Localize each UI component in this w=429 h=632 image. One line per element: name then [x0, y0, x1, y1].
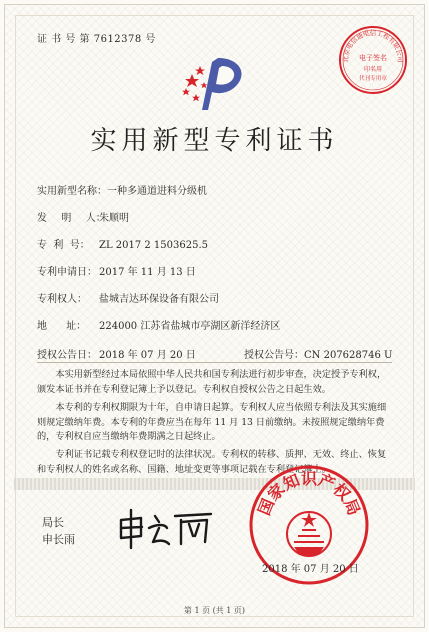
- paragraph-term-and-fees: 本专利的专利权期限为十年，自申请日起算。专利权人应当依照专利法及其实施细则规定缴纳年费。本专利的年费应当在每年 11 月 13 日前缴纳。未按照规定缴纳年费的，专利权自应当缴纳年费期满之日起终止。: [37, 402, 387, 443]
- page-number: 第 1 页 (共 1 页): [183, 606, 246, 615]
- top-seal-line2: 电子签名: [359, 54, 387, 62]
- grant-date-value: 2018 年 07 月 20 日: [99, 350, 196, 361]
- filing-date-value: 2017 年 11 月 13 日: [99, 267, 196, 278]
- patent-number-label: 专 利 号：: [37, 240, 90, 251]
- patent-number-row: [37, 236, 208, 251]
- certificate-title: 实用新型专利证书: [90, 126, 339, 156]
- national-emblem-icon: [287, 512, 331, 556]
- certificate-number: 证 书 号 第 7612378 号: [37, 34, 156, 45]
- paragraph-grant-notice: 本实用新型经过本局依照中华人民共和国专利法进行初步审查，决定授予专利权，颁发本证书并在专利登记簿上予以登记。专利权自授权公告之日起生效。: [37, 369, 387, 395]
- paragraph-legal-status: 专利证书记载专利权登记时的法律状况。专利权的转移、质押、无效、终止、恢复和专利权人的姓名或名称、国籍、地址变更等事项记载在专利登记簿上。: [37, 449, 387, 475]
- inventor-row: [37, 209, 129, 224]
- director-handwritten-signature: [115, 506, 215, 550]
- section-divider: [37, 362, 392, 363]
- address-row: [37, 317, 280, 332]
- filing-date-row: [37, 263, 196, 278]
- grant-date-row: [37, 346, 196, 361]
- filing-date-label: 专利申请日：: [37, 267, 97, 278]
- seal-arc-text: 国家知识产权局: [254, 469, 364, 519]
- director-name: 申长雨: [42, 533, 75, 546]
- patent-number-value: ZL 2017 2 1503625.5: [99, 240, 209, 251]
- director-title: 局长: [42, 516, 64, 529]
- grant-date-label: 授权公告日：: [37, 350, 97, 361]
- patentee-label: 专利权人：: [37, 294, 87, 305]
- sign-date: 2018 年 07 月 20 日: [262, 564, 359, 575]
- patentee-value: 盐城吉达环保设备有限公司: [99, 294, 219, 305]
- grant-number-label: 授权公告号：: [244, 350, 304, 361]
- top-seal-arc-text: 北京电信通电信工程有限公司: [341, 29, 405, 63]
- grant-number-value: CN 207628746 U: [304, 350, 393, 361]
- inventor-value: 朱顺明: [99, 213, 129, 224]
- utility-model-name-label: 实用新型名称：: [37, 186, 107, 197]
- utility-model-name-row: [37, 182, 207, 197]
- top-seal-stamp: [337, 24, 409, 96]
- address-label: 地 址：: [37, 321, 87, 332]
- svg-text:国家知识产权局: [254, 469, 363, 518]
- patent-office-emblem-icon: [178, 52, 254, 114]
- address-value: 224000 江苏省盐城市亭湖区新洋经济区: [99, 321, 281, 332]
- utility-model-name-value: 一种多通道进料分级机: [107, 186, 207, 197]
- inventor-label: 发 明 人：: [37, 213, 106, 224]
- top-seal-line3: 印名用: [363, 66, 383, 73]
- grant-number-row: [244, 346, 392, 361]
- top-seal-line4: 代刊专用章: [359, 76, 387, 82]
- patentee-row: [37, 290, 219, 305]
